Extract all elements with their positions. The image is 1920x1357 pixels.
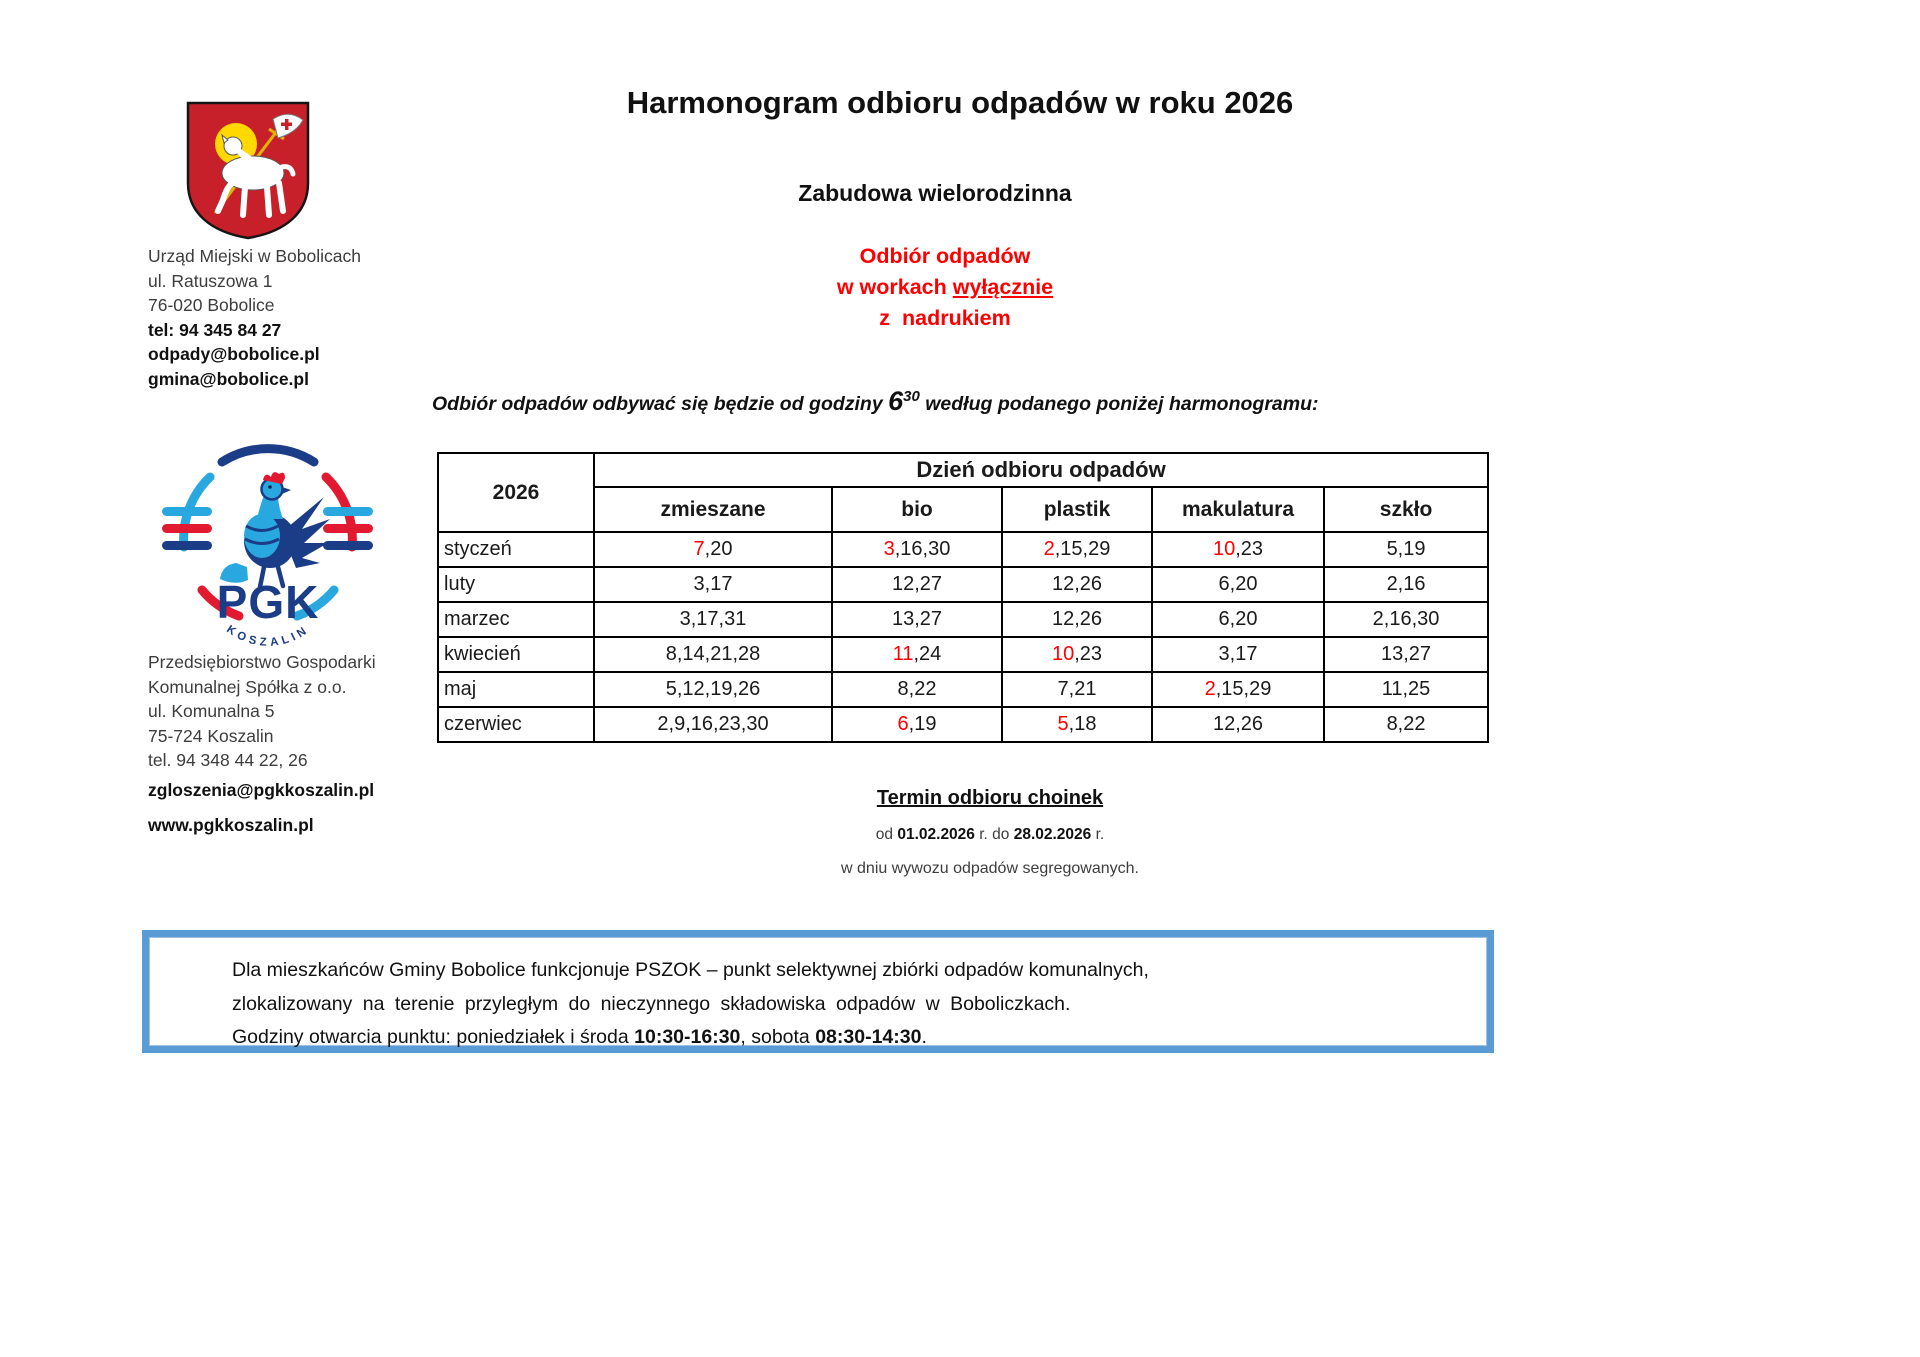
pszok-info-box (142, 930, 1494, 1053)
table-row-kwiecien (438, 637, 1488, 672)
year-cell: 2026 (438, 453, 594, 532)
red-notice-line1: Odbiór odpadów (859, 244, 1031, 268)
schedule-cell-makulatura (1152, 567, 1324, 602)
pszok-hours-weekdays: 10:30-16:30 (634, 1026, 741, 1048)
schedule-intro-line (432, 386, 1319, 417)
municipality-name: Urząd Miejski w Bobolicach (148, 246, 361, 266)
schedule-cell-plastik (1002, 532, 1152, 567)
collection-days: 2,16,30 (1372, 608, 1440, 630)
red-notice-line2-underlined: wyłącznie (952, 275, 1054, 299)
schedule-cell-szklo (1324, 707, 1488, 742)
schedule-cell-plastik (1002, 672, 1152, 707)
collection-days: 6,20 (1218, 608, 1258, 630)
collection-days: 5,19 (1386, 538, 1426, 560)
month-cell: maj (438, 672, 594, 707)
municipality-phone: tel: 94 345 84 27 (148, 319, 282, 340)
collection-days: ,15,29 (1215, 678, 1272, 700)
schedule-cell-makulatura (1152, 532, 1324, 567)
collection-days: 5,12,19,26 (665, 678, 761, 700)
schedule-cell-plastik (1002, 637, 1152, 672)
table-group-header: Dzień odbioru odpadów (594, 453, 1488, 487)
municipality-email-waste: odpady@bobolice.pl (148, 344, 320, 364)
schedule-cell-szklo (1324, 672, 1488, 707)
intro-hour: 6 (888, 386, 904, 416)
schedule-cell-zmieszane (594, 672, 832, 707)
column-header-makulatura: makulatura (1152, 487, 1324, 532)
collection-days: ,16,30 (894, 538, 951, 560)
pszok-line3 (232, 1021, 1457, 1055)
pszok-line2: zlokalizowany na terenie przyległym do nieczynnego składowiska odpadów w Boboliczkach. (232, 992, 1071, 1015)
pszok-info-text (232, 954, 1457, 1055)
schedule-cell-makulatura (1152, 602, 1324, 637)
schedule-cell-szklo (1324, 602, 1488, 637)
collection-days: ,23 (1235, 538, 1264, 560)
schedule-cell-bio (832, 567, 1002, 602)
collection-days: ,15,29 (1054, 538, 1111, 560)
schedule-cell-makulatura (1152, 707, 1324, 742)
red-collection-day: 10 (1051, 643, 1075, 665)
company-street: ul. Komunalna 5 (148, 701, 275, 721)
month-cell: kwiecień (438, 637, 594, 672)
collection-days: ,24 (913, 643, 942, 665)
company-city: 75-724 Koszalin (148, 725, 274, 746)
municipality-email-office: gmina@bobolice.pl (148, 368, 309, 389)
schedule-table-wrapper (437, 452, 1489, 743)
pszok-line3-prefix: Godziny otwarcia punktu: poniedziałek i środa (232, 1026, 635, 1048)
company-email: zgloszenia@pgkkoszalin.pl (148, 780, 375, 800)
page-title: Harmonogram odbioru odpadów w roku 2026 (626, 85, 1294, 120)
collection-days: 12,27 (891, 573, 943, 595)
company-website: www.pgkkoszalin.pl (148, 815, 314, 835)
collection-days: 12,26 (1212, 713, 1264, 735)
red-notice-line2 (0, 272, 1890, 303)
schedule-cell-szklo (1324, 567, 1488, 602)
company-phone: tel. 94 348 44 22, 26 (148, 750, 308, 770)
company-address-block (148, 650, 448, 773)
intro-hour-superscript: 30 (903, 388, 920, 405)
page-subtitle: Zabudowa wielorodzinna (798, 180, 1072, 206)
red-collection-day: 11 (892, 643, 914, 665)
trees-from-label: od (875, 826, 898, 843)
collection-days: 8,22 (1386, 713, 1426, 735)
collection-days: 7,21 (1057, 678, 1097, 700)
schedule-cell-zmieszane (594, 707, 832, 742)
schedule-cell-bio (832, 532, 1002, 567)
collection-days: 3,17,31 (679, 608, 747, 630)
trees-date-from: 01.02.2026 (897, 826, 975, 843)
pszok-line3-suffix: . (921, 1026, 927, 1048)
pgk-logo-acronym: PGK (216, 576, 320, 628)
table-row-czerwiec (438, 707, 1488, 742)
intro-suffix: według podanego poniżej harmonogramu: (919, 393, 1319, 415)
red-collection-day: 2 (1043, 538, 1055, 560)
collection-days: 3,17 (693, 573, 733, 595)
red-collection-day: 7 (693, 538, 705, 560)
month-cell: luty (438, 567, 594, 602)
red-collection-day: 6 (897, 713, 909, 735)
collection-days: 12,26 (1051, 608, 1103, 630)
pgk-koszalin-logo (150, 437, 385, 655)
municipality-street: ul. Ratuszowa 1 (148, 270, 273, 291)
column-header-bio: bio (832, 487, 1002, 532)
collection-days: 2,9,16,23,30 (657, 713, 769, 735)
red-notice-line3: z nadrukiem (879, 306, 1011, 330)
schedule-cell-szklo (1324, 637, 1488, 672)
red-collection-day: 3 (883, 538, 895, 560)
trees-after-label: r. (1091, 826, 1105, 843)
christmas-trees-note: w dniu wywozu odpadów segregowanych. (841, 860, 1139, 877)
pgk-logo-icon (150, 437, 385, 655)
red-collection-day: 2 (1204, 678, 1216, 700)
christmas-trees-dates (30, 826, 1920, 844)
municipality-city: 76-020 Bobolice (148, 295, 275, 315)
schedule-cell-bio (832, 672, 1002, 707)
collection-days: ,20 (704, 538, 733, 560)
schedule-cell-zmieszane (594, 567, 832, 602)
schedule-cell-szklo (1324, 532, 1488, 567)
pgk-logo-city: KOSZALIN (224, 623, 312, 649)
schedule-table (437, 452, 1489, 743)
table-row-marzec (438, 602, 1488, 637)
table-header-row-1 (438, 453, 1488, 487)
month-cell: styczeń (438, 532, 594, 567)
collection-days: ,18 (1068, 713, 1097, 735)
pszok-hours-saturday: 08:30-14:30 (815, 1026, 922, 1048)
schedule-cell-makulatura (1152, 672, 1324, 707)
collection-days: ,19 (908, 713, 937, 735)
schedule-cell-bio (832, 707, 1002, 742)
red-collection-day: 10 (1212, 538, 1236, 560)
christmas-trees-heading: Termin odbioru choinek (876, 787, 1104, 809)
collection-days: ,23 (1074, 643, 1103, 665)
schedule-cell-plastik (1002, 707, 1152, 742)
pszok-line1: Dla mieszkańców Gminy Bobolice funkcjonuje PSZOK – punkt selektywnej zbiórki odpadów komunalnych, (232, 959, 1149, 981)
table-header-row-2 (438, 487, 1488, 532)
schedule-cell-zmieszane (594, 602, 832, 637)
schedule-cell-bio (832, 602, 1002, 637)
column-header-szklo: szkło (1324, 487, 1488, 532)
trees-date-to: 28.02.2026 (1013, 826, 1092, 843)
collection-days: 12,26 (1051, 573, 1103, 595)
schedule-cell-zmieszane (594, 637, 832, 672)
schedule-cell-bio (832, 637, 1002, 672)
company-name-line2: Komunalnej Spółka z o.o. (148, 676, 347, 697)
collection-days: 13,27 (1381, 643, 1432, 665)
month-cell: czerwiec (438, 707, 594, 742)
red-notice-line2-prefix: w workach (836, 275, 953, 299)
schedule-cell-plastik (1002, 567, 1152, 602)
collection-days: 6,20 (1218, 573, 1258, 595)
collection-days: 2,16 (1386, 573, 1426, 595)
collection-days: 8,14,21,28 (665, 643, 761, 665)
month-cell: marzec (438, 602, 594, 637)
schedule-cell-zmieszane (594, 532, 832, 567)
column-header-zmieszane: zmieszane (594, 487, 832, 532)
schedule-cell-plastik (1002, 602, 1152, 637)
table-row-luty (438, 567, 1488, 602)
table-row-maj (438, 672, 1488, 707)
company-name-line1: Przedsiębiorstwo Gospodarki (148, 652, 376, 672)
intro-prefix: Odbiór odpadów odbywać się będzie od godziny (432, 393, 889, 415)
red-notice (0, 241, 1890, 334)
red-collection-day: 5 (1057, 713, 1069, 735)
collection-days: 8,22 (897, 678, 937, 700)
collection-days: 13,27 (891, 608, 943, 630)
collection-days: 11,25 (1381, 678, 1431, 700)
pszok-line3-mid: , sobota (740, 1026, 816, 1048)
table-row-styczen (438, 532, 1488, 567)
collection-days: 3,17 (1218, 643, 1258, 665)
trees-between-label: r. do (974, 826, 1014, 843)
schedule-cell-makulatura (1152, 637, 1324, 672)
column-header-plastik: plastik (1002, 487, 1152, 532)
